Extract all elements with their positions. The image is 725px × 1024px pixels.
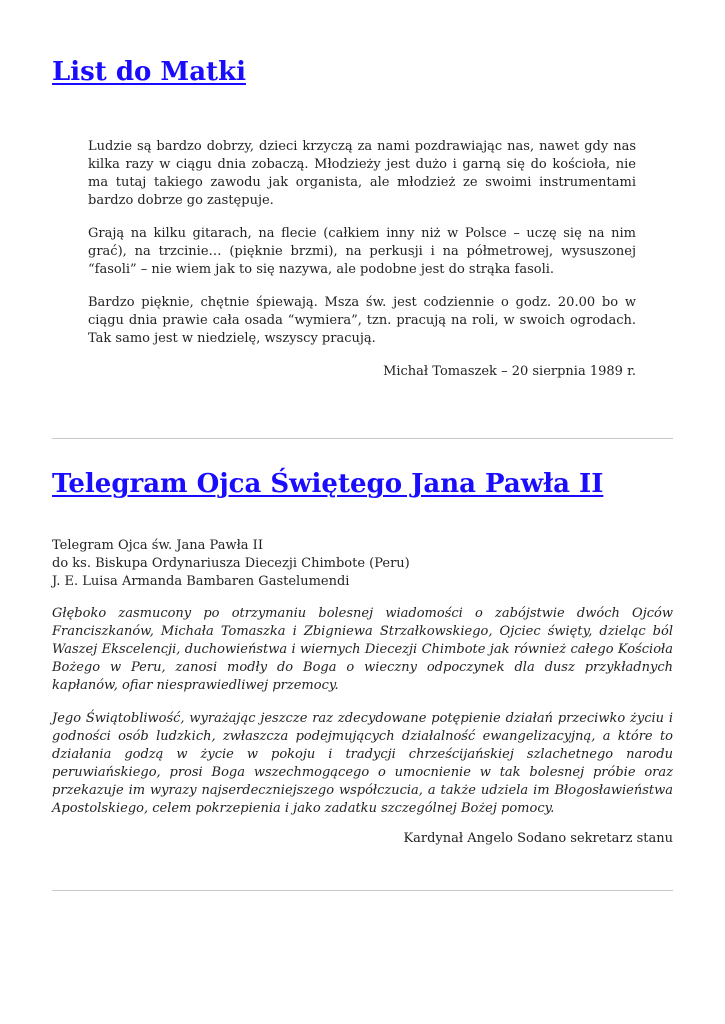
telegram-signature: Kardynał Angelo Sodano sekretarz stanu <box>403 831 673 846</box>
letter-paragraph-3: Bardzo pięknie, chętnie śpiewają. Msza św. jest codziennie o godz. 20.00 bo w ciągu dnia prawie cała osada “wymiera”, tzn. pracują na roli, w swoich ogrodach. Tak samo jest w niedzielę, wszyscy pracują. <box>88 295 636 346</box>
article-title-list-do-matki[interactable]: List do Matki <box>52 57 246 87</box>
section-divider <box>52 438 673 439</box>
letter-paragraph-1: Ludzie są bardzo dobrzy, dzieci krzyczą za nami pozdrawiając nas, nawet gdy nas kilka razy w ciągu dnia zobaczą. Młodzieży jest dużo i garną się do kościoła, nie ma tutaj takiego zawodu jak organista, ale młodzież ze swoimi instrumentami bardzo dobrze go zastępuje. <box>88 139 636 208</box>
telegram-paragraph-1: Głęboko zasmucony po otrzymaniu bolesnej wiadomości o zabójstwie dwóch Ojców Franciszkanów, Michała Tomaszka i Zbigniewa Strzałkowskiego, Ojciec święty, dzieląc ból Waszej Ekscelencji, duchowieństwa i wiernych Diecezji Chimbote jak również całego Kościoła Bożego w Peru, zanosi modły do Boga o wieczny odpoczynek dla dusz przykładnych kapłanów, ofiar niesprawiedliwej przemocy. <box>52 606 673 693</box>
telegram-header-line-1: Telegram Ojca św. Jana Pawła II <box>52 538 263 553</box>
telegram-paragraph-2: Jego Świątobliwość, wyrażając jeszcze raz zdecydowane potępienie działań przeciwko życiu i godności osób ludzkich, zwłaszcza podejmujących działalność ewangelizacyjną, a które to działania godzą w życie w pokoju i tradycji chrześcijańskiej szlachetnego narodu peruwiańskiego, prosi Boga wszechmogącego o umocnienie w tak bolesnej próbie oraz przekazuje im wyrazy najserdeczniejszego współczucia, a także udziela im Błogosławieństwa Apostolskiego, celem pokrzepienia i jako zadatku szczególnej Bożej pomocy. <box>52 711 673 816</box>
section-divider-bottom <box>52 890 673 891</box>
telegram-body <box>52 605 673 833</box>
telegram-header <box>52 537 673 591</box>
letter-blockquote <box>88 138 636 396</box>
article-title-telegram[interactable]: Telegram Ojca Świętego Jana Pawła II <box>52 469 604 499</box>
telegram-header-line-3: J. E. Luisa Armanda Bambaren Gastelumendi <box>52 574 350 589</box>
telegram-header-line-2: do ks. Biskupa Ordynariusza Diecezji Chimbote (Peru) <box>52 556 410 571</box>
letter-signature: Michał Tomaszek – 20 sierpnia 1989 r. <box>383 364 636 379</box>
letter-paragraph-2: Grają na kilku gitarach, na flecie (całkiem inny niż w Polsce – uczę się na nim grać), na trzcinie… (pięknie brzmi), na perkusji i na półmetrowej, wysuszonej “fasoli” – nie wiem jak to się nazywa, ale podobne jest do strąka fasoli. <box>88 226 636 277</box>
